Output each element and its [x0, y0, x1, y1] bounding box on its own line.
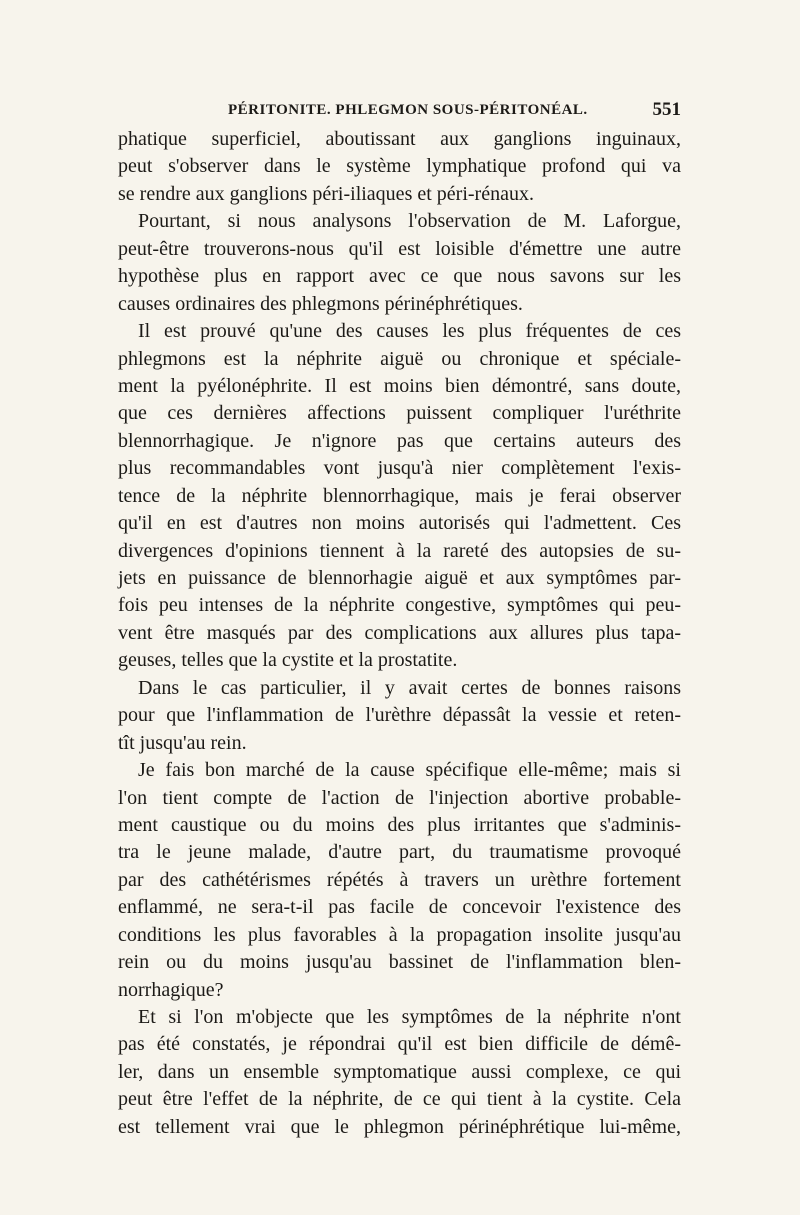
text-line: tît jusqu'au rein.: [118, 731, 247, 754]
text-line: est tellement vrai que le phlegmon périnéphrétique lui-même,: [118, 1115, 681, 1138]
text-line: phlegmons est la néphrite aiguë ou chronique et spéciale-: [118, 347, 681, 370]
text-line: rein ou du moins jusqu'au bassinet de l'inflammation blen-: [118, 951, 681, 974]
text-line: Je fais bon marché de la cause spécifique elle-même; mais si: [138, 759, 681, 782]
text-line: vent être masqués par des complications aux allures plus tapa-: [118, 621, 681, 644]
text-line: Dans le cas particulier, il y avait certes de bonnes raisons: [138, 676, 681, 699]
text-line: que ces dernières affections puissent compliquer l'uréthrite: [118, 402, 681, 425]
text-line: pas été constatés, je répondrai qu'il est bien difficile de démê-: [118, 1033, 681, 1056]
text-line: conditions les plus favorables à la propagation insolite jusqu'au: [118, 923, 681, 946]
text-line: ment la pyélonéphrite. Il est moins bien démontré, sans doute,: [118, 374, 681, 397]
body-text: [118, 126, 681, 1141]
text-line: tence de la néphrite blennorrhagique, mais je ferai observer: [118, 484, 681, 507]
text-line: divergences d'opinions tiennent à la rareté des autopsies de su-: [118, 539, 681, 562]
text-line: hypothèse plus en rapport avec ce que nous savons sur les: [118, 265, 681, 288]
page-number: 551: [652, 99, 681, 120]
running-title: PÉRITONITE. PHLEGMON SOUS-PÉRITONÉAL.: [228, 102, 588, 118]
text-line: ler, dans un ensemble symptomatique aussi complexe, ce qui: [118, 1060, 681, 1083]
text-line: tra le jeune malade, d'autre part, du traumatisme provoqué: [118, 841, 681, 864]
text-line: enflammé, ne sera-t-il pas facile de concevoir l'existence des: [118, 896, 681, 919]
text-line: fois peu intenses de la néphrite congestive, symptômes qui peu-: [118, 594, 681, 617]
page-header: [118, 100, 681, 124]
text-line: norrhagique?: [118, 978, 224, 1001]
text-line: peut s'observer dans le système lymphatique profond qui va: [118, 155, 681, 178]
text-line: phatique superficiel, aboutissant aux ganglions inguinaux,: [118, 128, 681, 150]
text-line: pour que l'inflammation de l'urèthre dépassât la vessie et reten-: [118, 704, 681, 727]
text-line: par des cathétérismes répétés à travers un urèthre fortement: [118, 868, 681, 891]
text-line: jets en puissance de blennorhagie aiguë et aux symptômes par-: [118, 567, 681, 589]
text-line: ment caustique ou du moins des plus irritantes que s'adminis-: [118, 813, 681, 836]
text-line: Et si l'on m'objecte que les symptômes de la néphrite n'ont: [138, 1006, 681, 1028]
text-line: Il est prouvé qu'une des causes les plus fréquentes de ces: [138, 320, 681, 343]
text-line: l'on tient compte de l'action de l'injection abortive probable-: [118, 786, 681, 809]
text-line: se rendre aux ganglions péri-iliaques et péri-rénaux.: [118, 182, 534, 205]
text-line: Pourtant, si nous analysons l'observation de M. Laforgue,: [138, 210, 681, 233]
text-line: geuses, telles que la cystite et la prostatite.: [118, 649, 458, 672]
text-line: qu'il en est d'autres non moins autorisés qui l'admettent. Ces: [118, 512, 681, 535]
text-line: blennorrhagique. Je n'ignore pas que certains auteurs des: [118, 429, 681, 452]
text-line: plus recommandables vont jusqu'à nier complètement l'exis-: [118, 457, 681, 480]
text-line: peut-être trouverons-nous qu'il est loisible d'émettre une autre: [118, 237, 681, 260]
text-line: peut être l'effet de la néphrite, de ce qui tient à la cystite. Cela: [118, 1088, 681, 1111]
text-line: causes ordinaires des phlegmons périnéphrétiques.: [118, 292, 523, 315]
